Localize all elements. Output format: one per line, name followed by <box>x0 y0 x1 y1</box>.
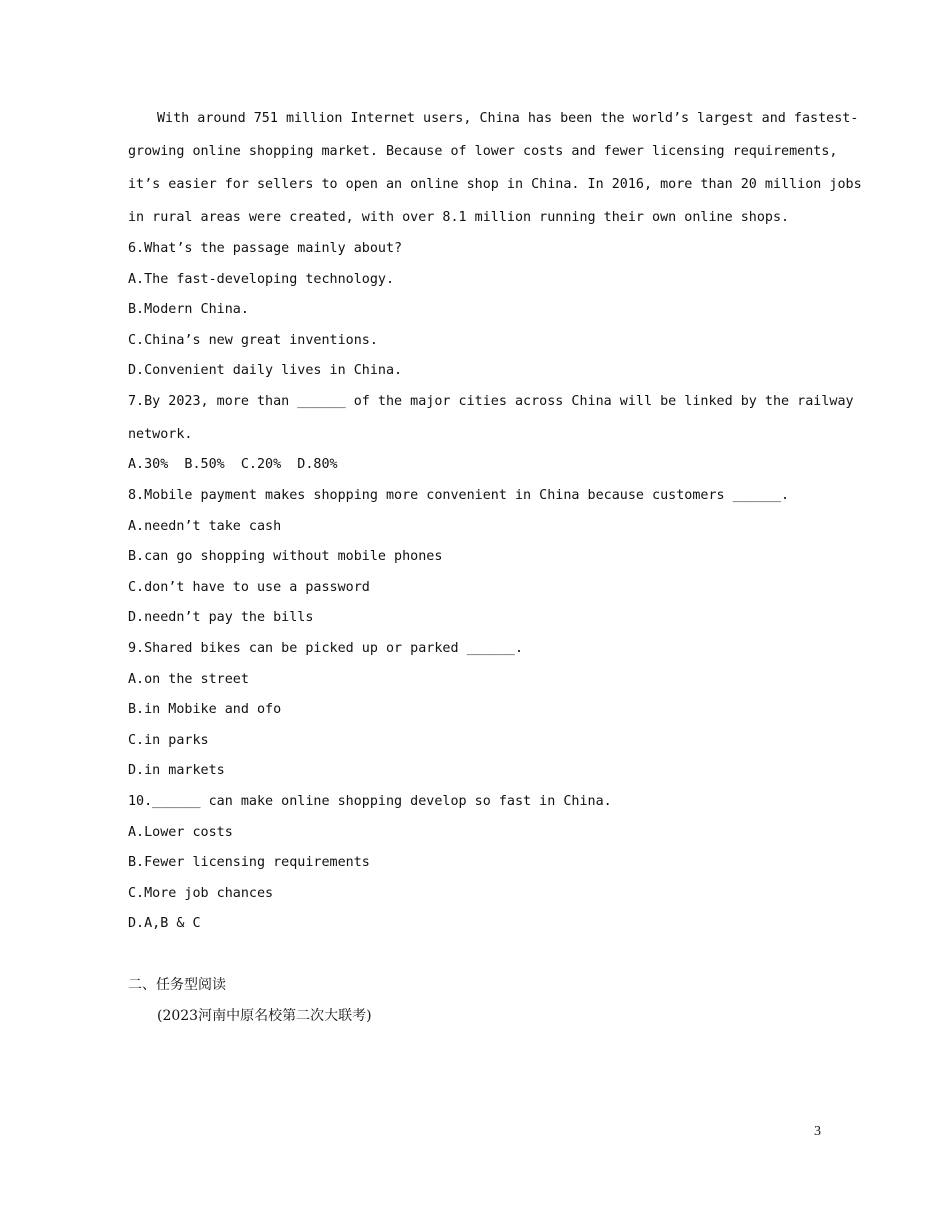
question-10-option-d: D.A,B & C <box>128 916 201 931</box>
question-9-stem: 9.Shared bikes can be picked up or parked ______. <box>128 641 524 656</box>
question-6-option-b: B.Modern China. <box>128 302 249 317</box>
question-8-stem: 8.Mobile payment makes shopping more convenient in China because customers ______. <box>128 488 790 503</box>
passage-line: in rural areas were created, with over 8.1 million running their own online shops. <box>128 210 790 225</box>
question-6-stem: 6.What’s the passage mainly about? <box>128 241 403 256</box>
question-7-options: A.30% B.50% C.20% D.80% <box>128 457 338 472</box>
passage-line: With around 751 million Internet users, China has been the world’s largest and fastest- <box>157 111 859 126</box>
passage-line: it’s easier for sellers to open an online shop in China. In 2016, more than 20 million jobs <box>128 177 862 192</box>
question-8-option-c: C.don’t have to use a password <box>128 580 370 595</box>
question-10-stem: 10.______ can make online shopping develop so fast in China. <box>128 794 612 809</box>
question-6-option-a: A.The fast-developing technology. <box>128 272 395 287</box>
question-9-option-c: C.in parks <box>128 733 209 748</box>
question-7-stem-cont: network. <box>128 427 193 442</box>
question-6-option-d: D.Convenient daily lives in China. <box>128 363 403 378</box>
passage-line: growing online shopping market. Because of lower costs and fewer licensing requirements, <box>128 144 838 159</box>
page-number: 3 <box>814 1124 821 1139</box>
section-title: 二、任务型阅读 <box>128 977 226 993</box>
section-source: (2023河南中原名校第二次大联考) <box>157 1008 372 1024</box>
question-7-stem: 7.By 2023, more than ______ of the major cities across China will be linked by the railway <box>128 394 854 409</box>
question-9-option-b: B.in Mobike and ofo <box>128 702 282 717</box>
question-10-option-a: A.Lower costs <box>128 825 233 840</box>
question-8-option-a: A.needn’t take cash <box>128 519 282 534</box>
question-9-option-d: D.in markets <box>128 763 225 778</box>
question-10-option-b: B.Fewer licensing requirements <box>128 855 370 870</box>
question-10-option-c: C.More job chances <box>128 886 274 901</box>
question-8-option-b: B.can go shopping without mobile phones <box>128 549 443 564</box>
question-9-option-a: A.on the street <box>128 672 249 687</box>
question-8-option-d: D.needn’t pay the bills <box>128 610 314 625</box>
question-6-option-c: C.China’s new great inventions. <box>128 333 378 348</box>
